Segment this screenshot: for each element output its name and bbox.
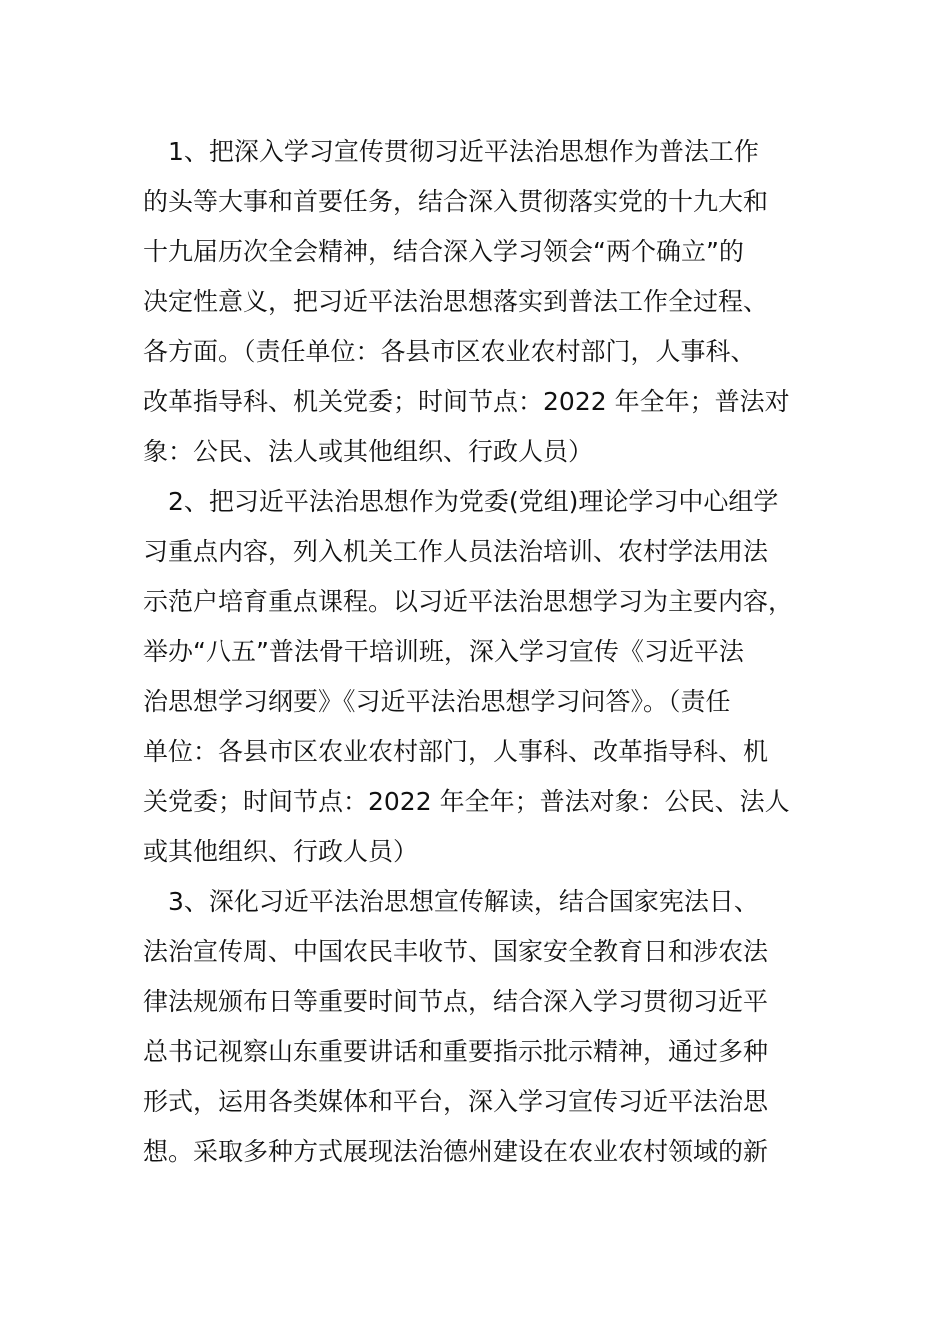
document-body [143, 127, 813, 1177]
text-line: 总书记视察山东重要讲话和重要指示批示精神，通过多种 [143, 1037, 769, 1066]
text-line: 1、把深入学习宣传贯彻习近平法治思想作为普法工作 [143, 137, 759, 166]
text-line: 决定性意义，把习近平法治思想落实到普法工作全过程、 [143, 287, 769, 316]
text-line: 治思想学习纲要》《习近平法治思想学习问答》。（责任 [143, 687, 731, 716]
text-line: 改革指导科、机关党委；时间节点：2022 年全年；普法对 [143, 387, 790, 416]
text-line: 法治宣传周、中国农民丰收节、国家安全教育日和涉农法 [143, 937, 769, 966]
text-line: 想。采取多种方式展现法治德州建设在农业农村领域的新 [143, 1137, 769, 1166]
text-line: 形式，运用各类媒体和平台，深入学习宣传习近平法治思 [143, 1087, 769, 1116]
text-line: 示范户培育重点课程。以习近平法治思想学习为主要内容， [143, 587, 794, 616]
text-line: 习重点内容，列入机关工作人员法治培训、农村学法用法 [143, 537, 769, 566]
text-line: 单位：各县市区农业农村部门，人事科、改革指导科、机 [143, 737, 769, 766]
text-line: 3、深化习近平法治思想宣传解读，结合国家宪法日、 [143, 887, 759, 916]
text-line: 关党委；时间节点：2022 年全年；普法对象：公民、法人 [143, 787, 790, 816]
text-line: 举办“八五”普法骨干培训班，深入学习宣传《习近平法 [143, 637, 744, 666]
text-line: 律法规颁布日等重要时间节点，结合深入学习贯彻习近平 [143, 987, 769, 1016]
text-line: 各方面。（责任单位：各县市区农业农村部门，人事科、 [143, 337, 756, 366]
text-line: 的头等大事和首要任务，结合深入贯彻落实党的十九大和 [143, 187, 769, 216]
text-line: 象：公民、法人或其他组织、行政人员） [143, 437, 594, 466]
text-line: 2、把习近平法治思想作为党委(党组)理论学习中心组学 [143, 487, 779, 516]
text-line: 或其他组织、行政人员） [143, 837, 419, 866]
text-line: 十九届历次全会精神，结合深入学习领会“两个确立”的 [143, 237, 744, 266]
